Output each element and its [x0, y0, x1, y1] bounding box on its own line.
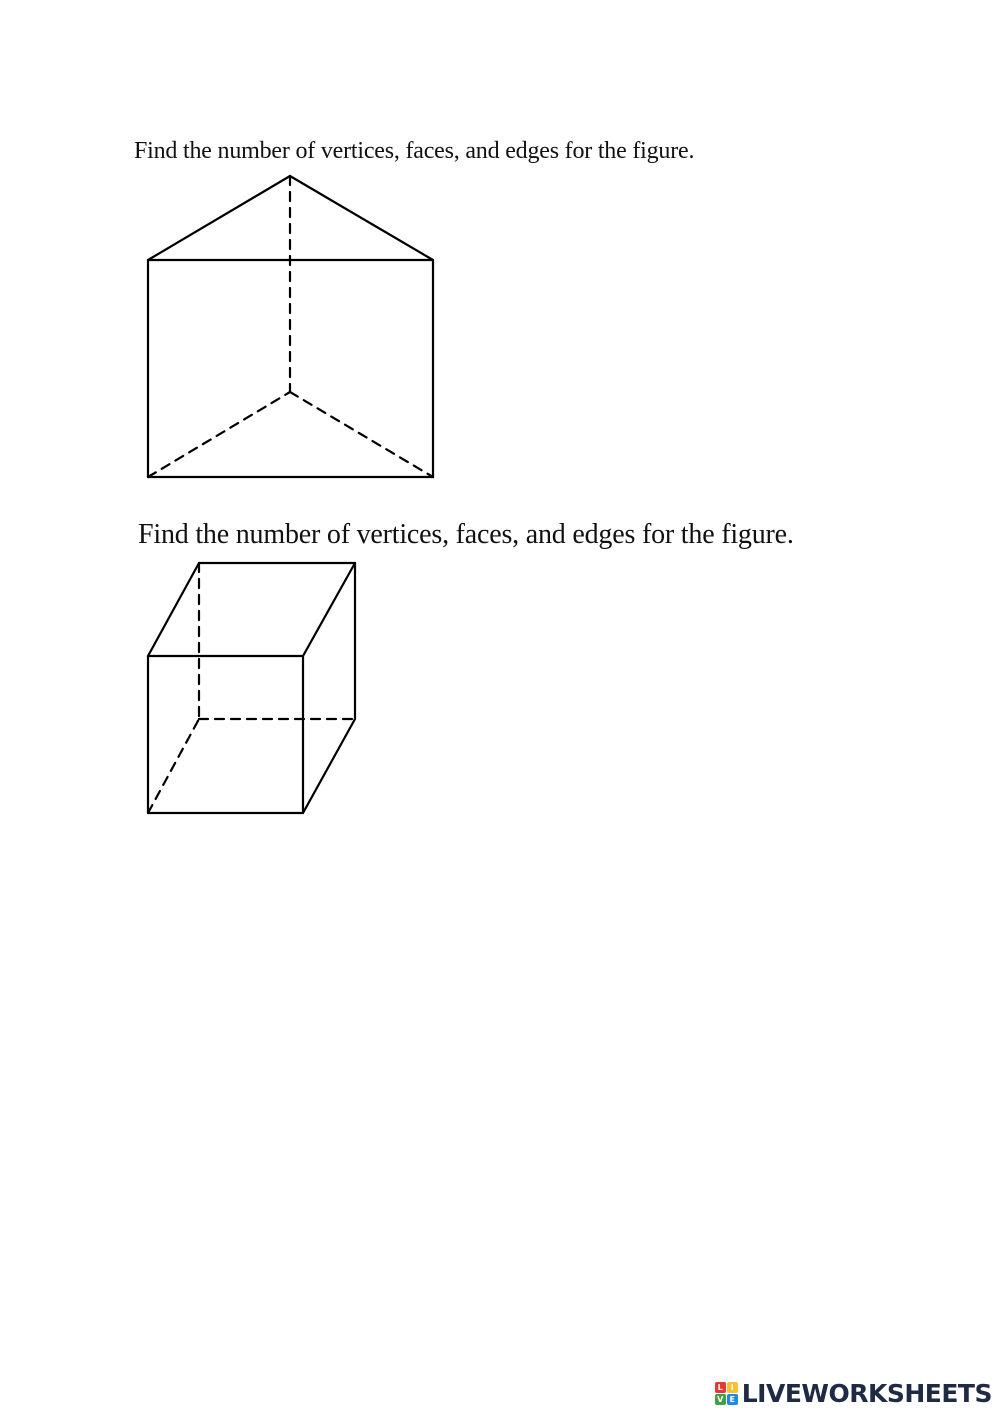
- liveworksheets-brand-text: LIVEWORKSHEETS: [741, 1379, 992, 1408]
- cube-top-right-edge: [303, 563, 355, 656]
- logo-letter-l: L: [715, 1382, 726, 1393]
- prism-top-left-edge: [148, 176, 290, 260]
- liveworksheets-logo: [715, 1379, 992, 1408]
- cube-figure: [140, 556, 365, 821]
- cube-front-face: [148, 656, 303, 813]
- logo-letter-v: V: [715, 1394, 726, 1405]
- cube-hidden-bottom-left-edge: [148, 719, 199, 813]
- prism-hidden-bottom-left-edge: [148, 392, 290, 477]
- cube-top-left-edge: [148, 563, 199, 656]
- logo-letter-e: E: [727, 1394, 738, 1405]
- question-2-prompt: Find the number of vertices, faces, and edges for the figure.: [138, 519, 794, 550]
- question-1-prompt: Find the number of vertices, faces, and edges for the figure.: [134, 138, 695, 164]
- prism-top-right-edge: [290, 176, 433, 260]
- cube-bottom-right-edge: [303, 719, 355, 813]
- triangular-prism-figure: [140, 170, 440, 485]
- logo-letter-i: I: [727, 1382, 738, 1393]
- prism-hidden-bottom-right-edge: [290, 392, 433, 477]
- liveworksheets-logo-icon: [715, 1382, 738, 1405]
